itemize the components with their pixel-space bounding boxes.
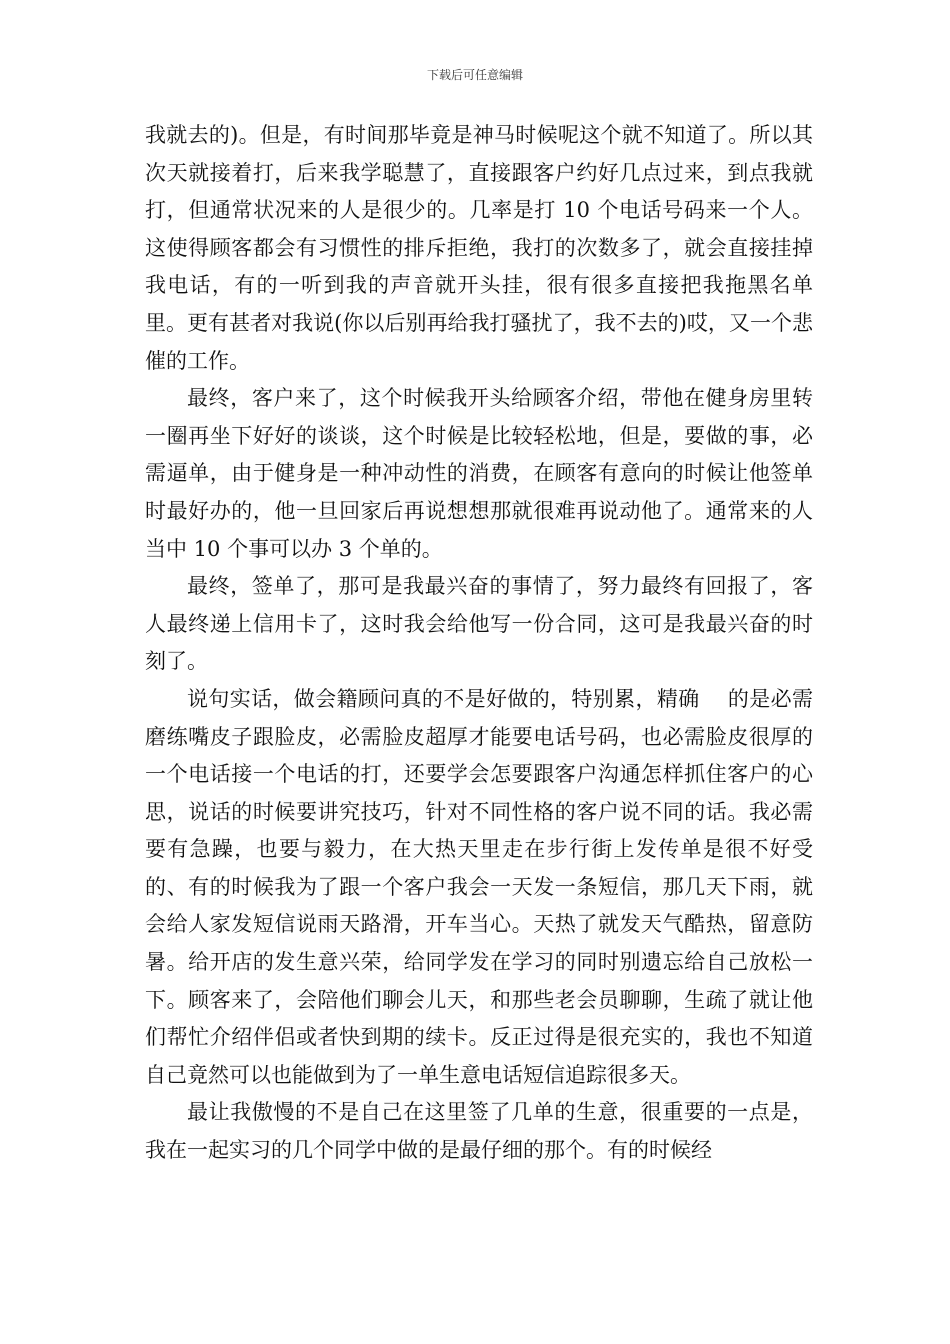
paragraph-3: 最终，签单了，那可是我最兴奋的事情了，努力最终有回报了，客人最终递上信用卡了，这时我会给他写一份合同，这可是我最兴奋的时刻了。	[145, 574, 813, 674]
page-header: 下载后可任意编辑	[426, 68, 523, 82]
paragraph-5: 最让我傲慢的不是自己在这里签了几单的生意，很重要的一点是，我在一起实习的几个同学中做的是最仔细的那个。有的时候经	[145, 1100, 813, 1163]
paragraph-1: 我就去的)。但是，有时间那毕竟是神马时候呢这个就不知道了。所以其次天就接着打，后来我学聪慧了，直接跟客户约好几点过来，到点我就打，但通常状况来的人是很少的。几率是打 10 个电话号码来一个人。这使得顾客都会有习惯性的排斥拒绝，我打的次数多了，就会直接挂掉我电话，有的一听到我的声音就开头挂，很有很多直接把我拖黑名单里。更有甚者对我说(你以后别再给我打骚扰了，我不去的)哎，又一个悲催的工作。	[145, 123, 813, 373]
paragraph-2: 最终，客户来了，这个时候我开头给顾客介绍，带他在健身房里转一圈再坐下好好的谈谈，这个时候是比较轻松地，但是，要做的事，必需逼单，由于健身是一种冲动性的消费，在顾客有意向的时候让他签单时最好办的，他一旦回家后再说想想那就很难再说动他了。通常来的人当中 10 个事可以办 3 个单的。	[145, 386, 813, 561]
paragraph-4: 说句实话，做会籍顾问真的不是好做的，特别累，精确 的是必需磨练嘴皮子跟脸皮，必需脸皮超厚才能要电话号码，也必需脸皮很厚的一个电话接一个电话的打，还要学会怎要跟客户沟通怎样抓住客户的心思，说话的时候要讲究技巧，针对不同性格的客户说不同的话。我必需要有急躁，也要与毅力，在大热天里走在步行街上发传单是很不好受的、有的时候我为了跟一个客户我会一天发一条短信，那几天下雨，就会给人家发短信说雨天路滑，开车当心。天热了就发天气酷热，留意防暑。给开店的发生意兴荣，给同学发在学习的同时别遗忘给自己放松一下。顾客来了，会陪他们聊会儿天，和那些老会员聊聊，生疏了就让他们帮忙介绍伴侣或者快到期的续卡。反正过得是很充实的，我也不知道自己竟然可以也能做到为了一单生意电话短信追踪很多天。	[145, 686, 813, 1087]
document-body	[145, 117, 813, 1170]
